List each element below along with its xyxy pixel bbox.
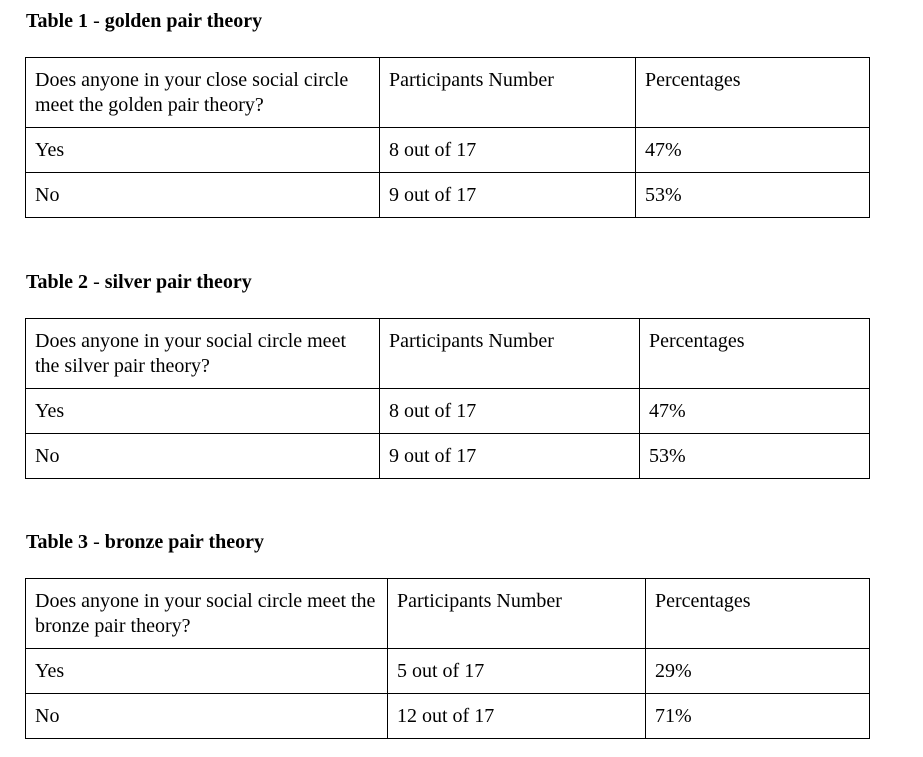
table-row (26, 389, 870, 434)
table-1-label: Table 1 (26, 10, 89, 32)
answer-cell: Yes (26, 128, 380, 173)
table-2-caption-separator: - (88, 271, 105, 293)
bronze-pair-table (25, 578, 870, 739)
answer-cell: No (26, 694, 388, 739)
table-2-title: silver pair theory (104, 271, 252, 293)
table-row (26, 694, 870, 739)
table-3-caption-separator: - (88, 531, 105, 553)
table-3-title: bronze pair theory (104, 531, 264, 553)
table-1-title: golden pair theory (104, 10, 263, 32)
participants-cell: 9 out of 17 (380, 434, 640, 479)
table-2-caption (26, 271, 252, 293)
participants-cell: 8 out of 17 (380, 389, 640, 434)
table-row (26, 649, 870, 694)
percentages-header: Percentages (640, 319, 870, 389)
table-header-row (26, 319, 870, 389)
participants-cell: 8 out of 17 (380, 128, 636, 173)
answer-cell: No (26, 434, 380, 479)
answer-cell: Yes (26, 649, 388, 694)
percentage-cell: 47% (640, 389, 870, 434)
percentage-cell: 71% (646, 694, 870, 739)
percentages-header: Percentages (636, 58, 870, 128)
table-3-label: Table 3 (26, 531, 89, 553)
answer-cell: No (26, 173, 380, 218)
percentage-cell: 53% (636, 173, 870, 218)
participants-cell: 5 out of 17 (388, 649, 646, 694)
table-2-label: Table 2 (26, 271, 89, 293)
golden-pair-table (25, 57, 870, 218)
percentages-header: Percentages (646, 579, 870, 649)
question-header: Does anyone in your social circle meet the silver pair theory? (26, 319, 380, 389)
table-header-row (26, 579, 870, 649)
participants-header: Participants Number (388, 579, 646, 649)
table-1-caption-separator: - (88, 10, 105, 32)
percentage-cell: 47% (636, 128, 870, 173)
table-header-row (26, 58, 870, 128)
table-row (26, 173, 870, 218)
table-3-caption (26, 531, 264, 553)
participants-cell: 12 out of 17 (388, 694, 646, 739)
question-header: Does anyone in your social circle meet the bronze pair theory? (26, 579, 388, 649)
answer-cell: Yes (26, 389, 380, 434)
percentage-cell: 53% (640, 434, 870, 479)
silver-pair-table (25, 318, 870, 479)
percentage-cell: 29% (646, 649, 870, 694)
table-row (26, 128, 870, 173)
table-row (26, 434, 870, 479)
participants-header: Participants Number (380, 58, 636, 128)
table-1-caption (26, 10, 262, 32)
question-header: Does anyone in your close social circle meet the golden pair theory? (26, 58, 380, 128)
participants-header: Participants Number (380, 319, 640, 389)
participants-cell: 9 out of 17 (380, 173, 636, 218)
